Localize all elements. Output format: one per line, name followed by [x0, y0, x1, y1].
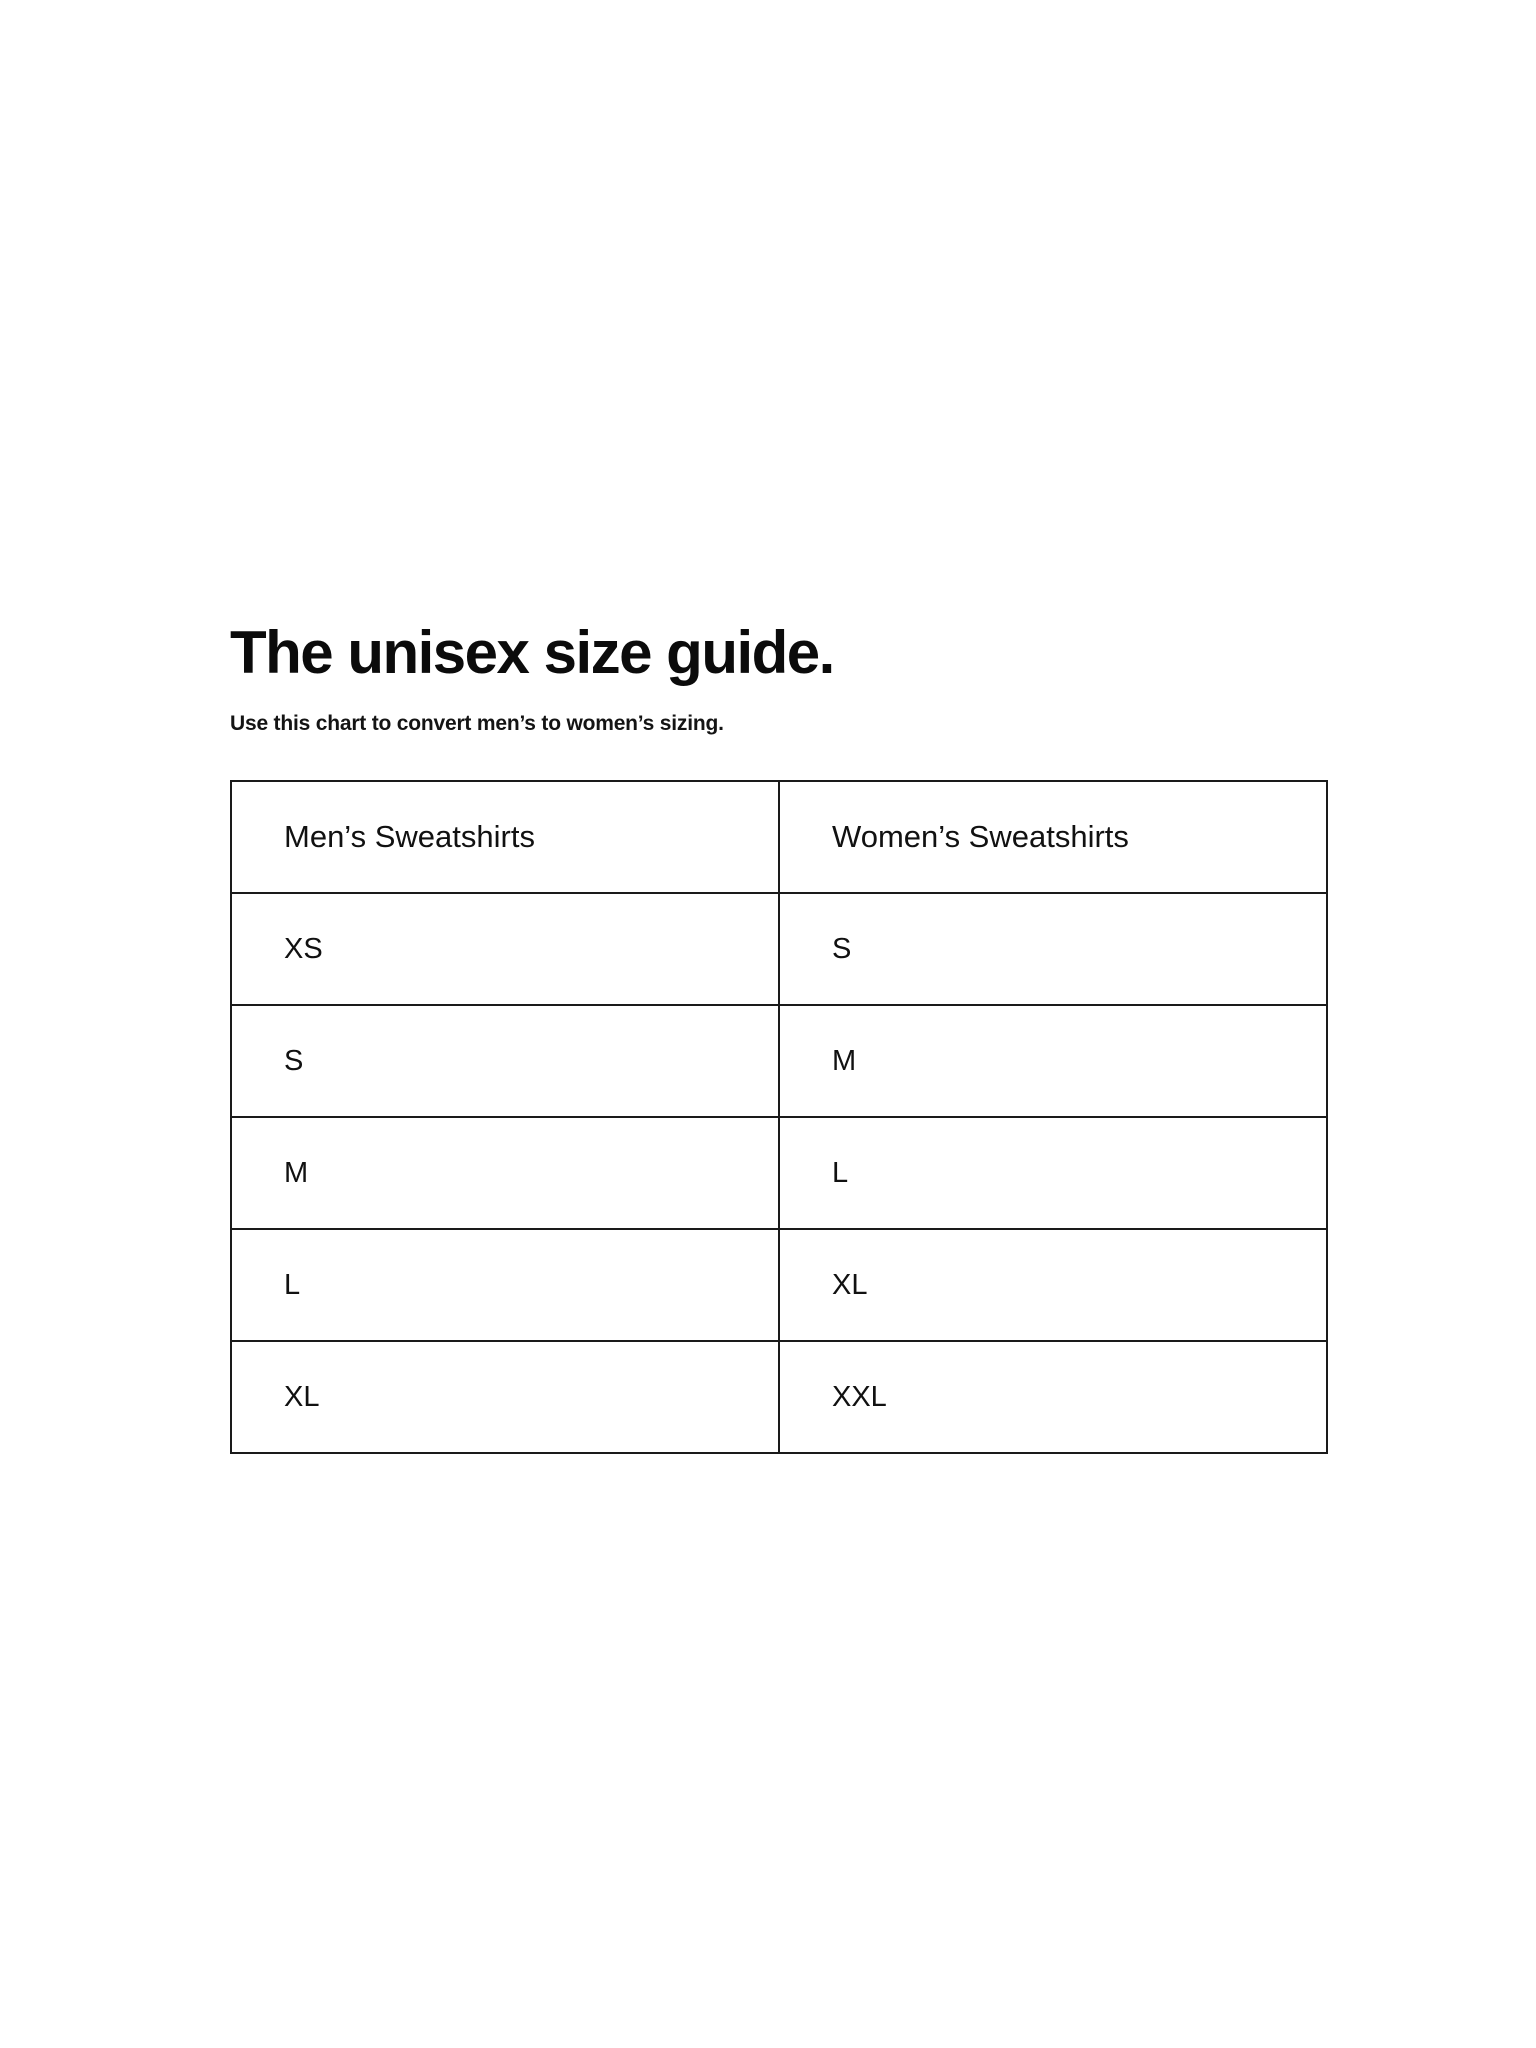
column-header-mens: Men’s Sweatshirts	[231, 781, 779, 893]
table-row	[231, 1005, 1327, 1117]
cell-womens-size: M	[779, 1005, 1327, 1117]
size-conversion-table	[230, 780, 1328, 1454]
page-subtitle: Use this chart to convert men’s to women’s sizing.	[230, 712, 724, 735]
table-row	[231, 1229, 1327, 1341]
table-row	[231, 1341, 1327, 1453]
cell-womens-size: XXL	[779, 1341, 1327, 1453]
page-title: The unisex size guide.	[230, 619, 834, 686]
table-header	[231, 781, 1327, 893]
cell-womens-size: L	[779, 1117, 1327, 1229]
table-body	[231, 893, 1327, 1453]
table-row	[231, 893, 1327, 1005]
cell-womens-size: XL	[779, 1229, 1327, 1341]
cell-mens-size: L	[231, 1229, 779, 1341]
cell-mens-size: M	[231, 1117, 779, 1229]
cell-mens-size: XS	[231, 893, 779, 1005]
cell-mens-size: XL	[231, 1341, 779, 1453]
column-header-womens: Women’s Sweatshirts	[779, 781, 1327, 893]
cell-womens-size: S	[779, 893, 1327, 1005]
table-row	[231, 1117, 1327, 1229]
size-guide-content	[230, 620, 1330, 1454]
table-header-row	[231, 781, 1327, 893]
cell-mens-size: S	[231, 1005, 779, 1117]
